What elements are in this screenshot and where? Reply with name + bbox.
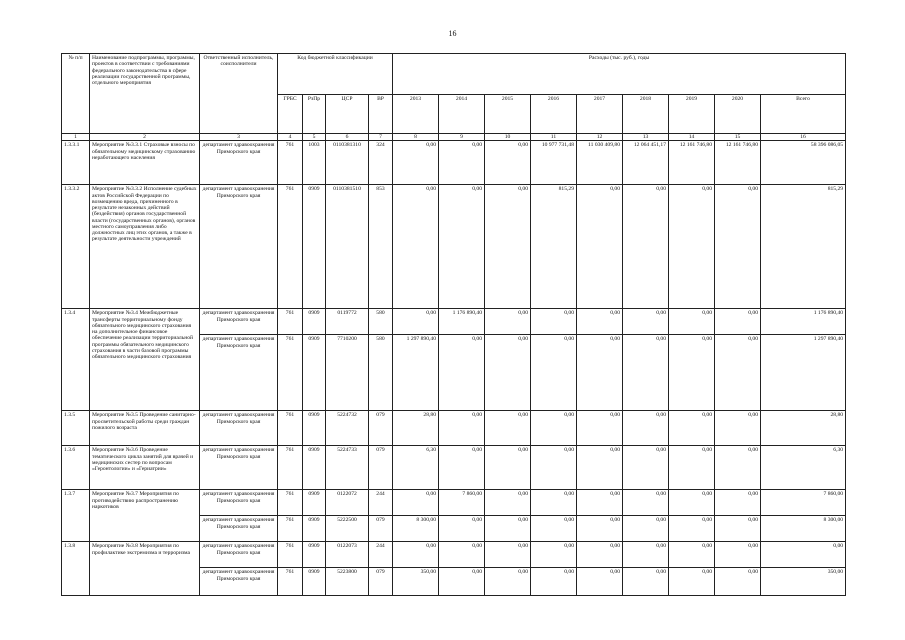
cell-value: 12 161 746,80 xyxy=(715,141,761,185)
cell-value: 0,00 xyxy=(623,516,669,542)
cell-grbs: 761 xyxy=(278,542,303,568)
row-responsible: департамент здравоохранения Приморского края xyxy=(200,490,278,516)
cell-total: 1 297 890,40 xyxy=(761,335,846,411)
header-csr: ЦСР xyxy=(326,95,369,134)
cell-value: 0,00 xyxy=(623,309,669,335)
cell-value: 0,00 xyxy=(623,185,669,309)
column-number: 1 xyxy=(62,134,90,141)
column-number: 12 xyxy=(577,134,623,141)
cell-value: 0,00 xyxy=(485,185,531,309)
table-row xyxy=(62,542,846,568)
column-number: 6 xyxy=(326,134,369,141)
cell-total: 0,00 xyxy=(761,542,846,568)
cell-grbs: 761 xyxy=(278,516,303,542)
cell-value: 28,80 xyxy=(393,411,439,446)
cell-value: 0,00 xyxy=(485,141,531,185)
row-responsible: департамент здравоохранения Приморского края xyxy=(200,141,278,185)
cell-csr: 5224732 xyxy=(326,411,369,446)
table-row xyxy=(62,411,846,446)
row-responsible: департамент здравоохранения Приморского края xyxy=(200,335,278,411)
table-row xyxy=(62,446,846,490)
cell-total: 1 176 890,40 xyxy=(761,309,846,335)
header-name: Наименование подпрограммы, программы, проектов в соответствии с требованиями федерального законодательства в сфере реализации государственной программы, отдельного мероприятия xyxy=(90,54,200,134)
cell-total: 8 300,00 xyxy=(761,516,846,542)
cell-value: 0,00 xyxy=(439,446,485,490)
cell-value: 0,00 xyxy=(623,446,669,490)
cell-value: 0,00 xyxy=(623,542,669,568)
cell-vr: 079 xyxy=(369,568,393,596)
cell-value: 0,00 xyxy=(715,446,761,490)
row-responsible: департамент здравоохранения Приморского края xyxy=(200,309,278,335)
cell-value: 0,00 xyxy=(577,568,623,596)
cell-value: 0,00 xyxy=(577,516,623,542)
header-year: 2019 xyxy=(669,95,715,134)
row-name: Мероприятие №3.4 Межбюджетные трансферты территориальному фонду обязательного медицинского страхования на дополнительное финансовое обеспечение реализации территориальной программы обязательного медицинского страхования в части базовой программы обязательного медицинского страхования xyxy=(90,309,200,411)
header-year: 2020 xyxy=(715,95,761,134)
header-year: 2016 xyxy=(531,95,577,134)
cell-vr: 244 xyxy=(369,490,393,516)
header-rzpr: РзПр xyxy=(303,95,326,134)
cell-value: 0,00 xyxy=(531,309,577,335)
cell-value: 0,00 xyxy=(485,309,531,335)
cell-csr: 7710200 xyxy=(326,335,369,411)
cell-vr: 580 xyxy=(369,335,393,411)
cell-value: 0,00 xyxy=(577,542,623,568)
cell-value: 6,30 xyxy=(393,446,439,490)
cell-value: 10 977 731,48 xyxy=(531,141,577,185)
column-number: 9 xyxy=(439,134,485,141)
column-number: 15 xyxy=(715,134,761,141)
cell-total: 58 396 086,05 xyxy=(761,141,846,185)
row-responsible: департамент здравоохранения Приморского края xyxy=(200,411,278,446)
cell-value: 0,00 xyxy=(439,141,485,185)
cell-value: 0,00 xyxy=(531,568,577,596)
cell-value: 0,00 xyxy=(531,446,577,490)
cell-vr: 580 xyxy=(369,309,393,335)
cell-value: 0,00 xyxy=(485,335,531,411)
column-number: 10 xyxy=(485,134,531,141)
row-name: Мероприятие №3.3.2 Исполнение судебных актов Российской Федерации по возмещению вреда, причиненного в результате незаконных действий (бездействия) органов государственной власти (государственных органов), органов местного самоуправления либо должностных лиц этих органов, а также в результате деятельности учреждений xyxy=(90,185,200,309)
cell-total: 7 860,00 xyxy=(761,490,846,516)
cell-value: 0,00 xyxy=(577,185,623,309)
cell-rzpr: 0909 xyxy=(303,411,326,446)
cell-grbs: 761 xyxy=(278,446,303,490)
cell-value: 0,00 xyxy=(623,490,669,516)
cell-csr: 5223800 xyxy=(326,568,369,596)
row-responsible: департамент здравоохранения Приморского края xyxy=(200,542,278,568)
cell-value: 0,00 xyxy=(485,411,531,446)
row-responsible: департамент здравоохранения Приморского края xyxy=(200,185,278,309)
cell-value: 12 161 746,80 xyxy=(669,141,715,185)
budget-table xyxy=(61,53,846,596)
cell-value: 0,00 xyxy=(669,309,715,335)
cell-value: 0,00 xyxy=(393,542,439,568)
cell-vr: 079 xyxy=(369,411,393,446)
cell-value: 0,00 xyxy=(439,568,485,596)
cell-value: 0,00 xyxy=(715,335,761,411)
cell-rzpr: 0909 xyxy=(303,185,326,309)
cell-rzpr: 0909 xyxy=(303,516,326,542)
cell-value: 0,00 xyxy=(393,185,439,309)
cell-value: 0,00 xyxy=(485,568,531,596)
cell-value: 0,00 xyxy=(715,185,761,309)
column-number: 5 xyxy=(303,134,326,141)
column-number: 11 xyxy=(531,134,577,141)
cell-total: 6,30 xyxy=(761,446,846,490)
header-no: № п/п xyxy=(62,54,90,134)
cell-value: 0,00 xyxy=(531,516,577,542)
cell-value: 0,00 xyxy=(393,309,439,335)
cell-value: 0,00 xyxy=(393,141,439,185)
header-total: Всего xyxy=(761,95,846,134)
cell-total: 28,80 xyxy=(761,411,846,446)
cell-value: 0,00 xyxy=(439,335,485,411)
cell-total: 815,29 xyxy=(761,185,846,309)
cell-rzpr: 0909 xyxy=(303,335,326,411)
cell-value: 0,00 xyxy=(485,446,531,490)
table-row xyxy=(62,185,846,309)
cell-grbs: 761 xyxy=(278,568,303,596)
cell-rzpr: 1003 xyxy=(303,141,326,185)
header-year: 2015 xyxy=(485,95,531,134)
row-number: 1.3.5 xyxy=(62,411,90,446)
cell-value: 7 860,00 xyxy=(439,490,485,516)
cell-value: 0,00 xyxy=(439,185,485,309)
cell-vr: 079 xyxy=(369,516,393,542)
cell-value: 0,00 xyxy=(577,411,623,446)
cell-value: 0,00 xyxy=(669,446,715,490)
cell-value: 0,00 xyxy=(577,335,623,411)
cell-csr: 0110381310 xyxy=(326,141,369,185)
row-name: Мероприятие №3.7 Мероприятия по противодействию распространению наркотиков xyxy=(90,490,200,542)
cell-value: 1 297 890,40 xyxy=(393,335,439,411)
cell-value: 0,00 xyxy=(531,335,577,411)
cell-value: 0,00 xyxy=(577,309,623,335)
cell-value: 0,00 xyxy=(669,411,715,446)
cell-rzpr: 0909 xyxy=(303,446,326,490)
column-number: 3 xyxy=(200,134,278,141)
cell-value: 0,00 xyxy=(393,490,439,516)
cell-grbs: 761 xyxy=(278,335,303,411)
cell-value: 0,00 xyxy=(669,185,715,309)
row-number: 1.3.3.1 xyxy=(62,141,90,185)
header-year: 2014 xyxy=(439,95,485,134)
row-number: 1.3.4 xyxy=(62,309,90,411)
header-year: 2017 xyxy=(577,95,623,134)
row-name: Мероприятие №3.3.1 Страховые взносы по обязательному медицинскому страхованию неработающего населения xyxy=(90,141,200,185)
cell-value: 1 176 890,40 xyxy=(439,309,485,335)
cell-csr: 5224733 xyxy=(326,446,369,490)
cell-value: 0,00 xyxy=(669,335,715,411)
cell-total: 350,00 xyxy=(761,568,846,596)
table-row xyxy=(62,309,846,335)
cell-value: 0,00 xyxy=(577,446,623,490)
column-number: 4 xyxy=(278,134,303,141)
row-number: 1.3.3.2 xyxy=(62,185,90,309)
cell-value: 0,00 xyxy=(715,309,761,335)
cell-value: 0,00 xyxy=(669,542,715,568)
cell-value: 0,00 xyxy=(623,335,669,411)
header-vr: ВР xyxy=(369,95,393,134)
cell-value: 0,00 xyxy=(485,516,531,542)
cell-value: 350,00 xyxy=(393,568,439,596)
page-number: 16 xyxy=(448,29,457,38)
cell-value: 8 300,00 xyxy=(393,516,439,542)
cell-grbs: 761 xyxy=(278,309,303,335)
cell-grbs: 761 xyxy=(278,141,303,185)
cell-grbs: 761 xyxy=(278,411,303,446)
row-name: Мероприятие №3.5 Проведение санитарно-просветительской работы среди граждан пожилого возраста xyxy=(90,411,200,446)
row-name: Мероприятие №3.8 Мероприятия по профилактике экстремизма и терроризма xyxy=(90,542,200,596)
cell-value: 0,00 xyxy=(439,542,485,568)
cell-value: 0,00 xyxy=(715,490,761,516)
cell-value: 0,00 xyxy=(439,516,485,542)
cell-vr: 244 xyxy=(369,542,393,568)
cell-vr: 853 xyxy=(369,185,393,309)
cell-value: 0,00 xyxy=(531,542,577,568)
header-grbs: ГРБС xyxy=(278,95,303,134)
row-responsible: департамент здравоохранения Приморского края xyxy=(200,568,278,596)
cell-rzpr: 0909 xyxy=(303,542,326,568)
column-number: 13 xyxy=(623,134,669,141)
cell-value: 0,00 xyxy=(531,411,577,446)
cell-value: 0,00 xyxy=(485,542,531,568)
cell-grbs: 761 xyxy=(278,185,303,309)
cell-value: 0,00 xyxy=(577,490,623,516)
cell-value: 0,00 xyxy=(715,411,761,446)
cell-value: 0,00 xyxy=(669,516,715,542)
column-number: 2 xyxy=(90,134,200,141)
cell-value: 0,00 xyxy=(485,490,531,516)
cell-value: 0,00 xyxy=(623,411,669,446)
cell-value: 0,00 xyxy=(531,490,577,516)
row-number: 1.3.7 xyxy=(62,490,90,542)
cell-value: 0,00 xyxy=(669,490,715,516)
cell-value: 0,00 xyxy=(669,568,715,596)
cell-value: 0,00 xyxy=(715,568,761,596)
cell-value: 815,29 xyxy=(531,185,577,309)
header-responsible: Ответственный исполнитель, соисполнители xyxy=(200,54,278,134)
cell-value: 0,00 xyxy=(715,542,761,568)
row-number: 1.3.8 xyxy=(62,542,90,596)
header-budget-code: Код бюджетной классификации xyxy=(278,54,393,95)
cell-value: 0,00 xyxy=(715,516,761,542)
table-row xyxy=(62,490,846,516)
header-year: 2013 xyxy=(393,95,439,134)
column-number: 7 xyxy=(369,134,393,141)
cell-csr: 0110381510 xyxy=(326,185,369,309)
row-responsible: департамент здравоохранения Приморского края xyxy=(200,516,278,542)
cell-rzpr: 0909 xyxy=(303,568,326,596)
cell-value: 12 064 451,17 xyxy=(623,141,669,185)
cell-value: 0,00 xyxy=(623,568,669,596)
cell-vr: 324 xyxy=(369,141,393,185)
header-year: 2018 xyxy=(623,95,669,134)
row-name: Мероприятие №3.6 Проведение тематического цикла занятий для врачей и медицинских сестер по вопросам «Геронтологии» и «Гериатрии» xyxy=(90,446,200,490)
column-number: 16 xyxy=(761,134,846,141)
cell-csr: 0122073 xyxy=(326,542,369,568)
header-expenses: Расходы (тыс. руб.), годы xyxy=(393,54,846,95)
cell-rzpr: 0909 xyxy=(303,490,326,516)
cell-value: 11 030 409,80 xyxy=(577,141,623,185)
cell-vr: 079 xyxy=(369,446,393,490)
cell-value: 0,00 xyxy=(439,411,485,446)
cell-csr: 0119772 xyxy=(326,309,369,335)
table-row xyxy=(62,141,846,185)
column-number: 8 xyxy=(393,134,439,141)
column-number: 14 xyxy=(669,134,715,141)
cell-rzpr: 0909 xyxy=(303,309,326,335)
row-number: 1.3.6 xyxy=(62,446,90,490)
row-responsible: департамент здравоохранения Приморского края xyxy=(200,446,278,490)
cell-csr: 5222500 xyxy=(326,516,369,542)
cell-csr: 0122072 xyxy=(326,490,369,516)
cell-grbs: 761 xyxy=(278,490,303,516)
